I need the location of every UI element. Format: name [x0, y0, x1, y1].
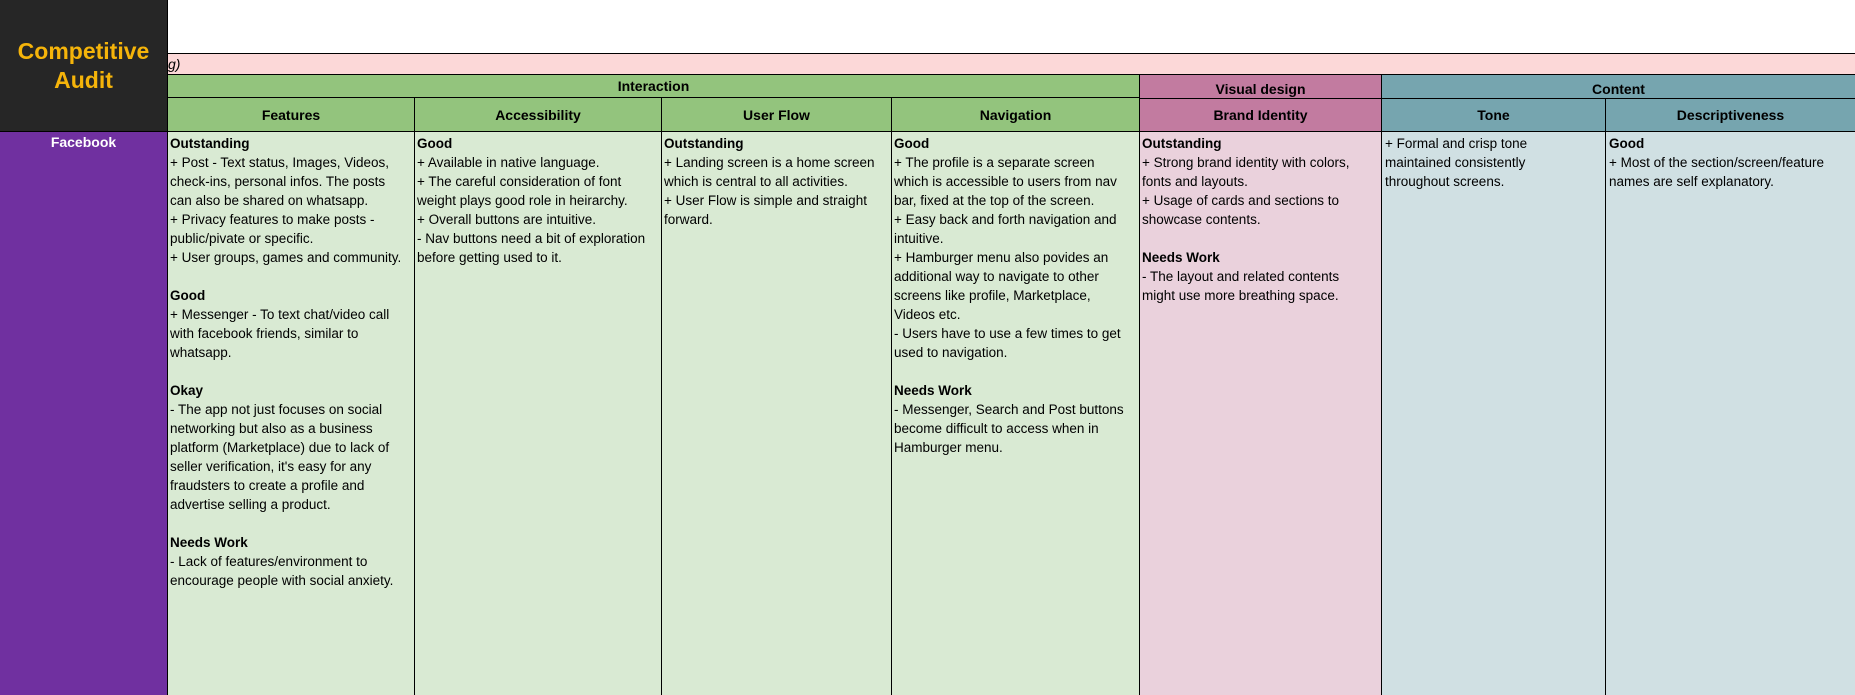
note-line: encourage people with social anxiety.	[170, 573, 394, 588]
rating-label: Needs Work	[1142, 250, 1220, 265]
note-line: - The layout and related contents	[1142, 269, 1340, 284]
rating-block	[170, 381, 412, 514]
note-line: might use more breathing space.	[1142, 288, 1339, 303]
group-header-interaction[interactable]: Interaction	[168, 75, 1140, 98]
note-line: whatsapp.	[170, 345, 232, 360]
note-line: can also be shared on whatsapp.	[170, 193, 369, 208]
note-line: platform (Marketplace) due to lack of	[170, 440, 390, 455]
rating-label: Good	[894, 136, 930, 151]
note-line: + Strong brand identity with colors,	[1142, 155, 1350, 170]
note-line: fraudsters to create a profile and	[170, 478, 365, 493]
note-line: + Usage of cards and sections to	[1142, 193, 1339, 208]
rating-block	[1142, 134, 1379, 229]
note-line: + Easy back and forth navigation and	[894, 212, 1117, 227]
note-line: + Available in native language.	[417, 155, 600, 170]
note-line: + Overall buttons are intuitive.	[417, 212, 596, 227]
note-line: with facebook friends, similar to	[170, 326, 359, 341]
rating-label: Outstanding	[170, 136, 250, 151]
cell-features[interactable]	[168, 132, 415, 695]
note-line: + Hamburger menu also povides an	[894, 250, 1109, 265]
sheet-title: Competitive Audit	[0, 0, 168, 132]
column-header-accessibility[interactable]: Accessibility	[415, 98, 662, 132]
note-line: + User Flow is simple and straight	[664, 193, 867, 208]
note-line: which is accessible to users from nav	[894, 174, 1117, 189]
note-line: intuitive.	[894, 231, 944, 246]
group-header-content[interactable]: Content	[1382, 75, 1855, 99]
note-line: Hamburger menu.	[894, 440, 1003, 455]
note-line: bar, fixed at the top of the screen.	[894, 193, 1095, 208]
note-line: showcase contents.	[1142, 212, 1261, 227]
note-line: forward.	[664, 212, 713, 227]
note-line: screens like profile, Marketplace,	[894, 288, 1091, 303]
column-header-navigation[interactable]: Navigation	[892, 98, 1140, 132]
notes-row[interactable]: g)	[168, 54, 1855, 75]
company-cell-facebook[interactable]: Facebook	[0, 132, 168, 695]
column-header-features[interactable]: Features	[168, 98, 415, 132]
rating-block	[894, 381, 1137, 457]
note-line: - Messenger, Search and Post buttons	[894, 402, 1124, 417]
note-line: + Messenger - To text chat/video call	[170, 307, 390, 322]
note-line: networking but also as a business	[170, 421, 373, 436]
note-line: + The profile is a separate screen	[894, 155, 1095, 170]
rating-block	[170, 533, 412, 590]
group-header-visual-design[interactable]: Visual design	[1140, 75, 1382, 99]
rating-block	[417, 134, 659, 267]
note-line: + User groups, games and community.	[170, 250, 402, 265]
rating-label: Needs Work	[894, 383, 972, 398]
column-header-tone[interactable]: Tone	[1382, 99, 1606, 132]
note-line: before getting used to it.	[417, 250, 562, 265]
rating-label: Outstanding	[1142, 136, 1222, 151]
note-line: - Users have to use a few times to get	[894, 326, 1121, 341]
rating-label: Okay	[170, 383, 204, 398]
rating-block	[1609, 134, 1853, 191]
note-line: weight plays good role in heirarchy.	[417, 193, 628, 208]
cell-tone[interactable]	[1382, 132, 1606, 695]
note-line: - Lack of features/environment to	[170, 554, 368, 569]
cell-brand-identity[interactable]	[1140, 132, 1382, 695]
column-header-brand-identity[interactable]: Brand Identity	[1140, 99, 1382, 132]
note-line: public/pivate or specific.	[170, 231, 314, 246]
note-line: become difficult to access when in	[894, 421, 1099, 436]
cell-user-flow[interactable]	[662, 132, 892, 695]
note-line: check-ins, personal infos. The posts	[170, 174, 386, 189]
cell-navigation[interactable]	[892, 132, 1140, 695]
blank-header-row[interactable]	[168, 0, 1855, 54]
note-line: names are self explanatory.	[1609, 174, 1774, 189]
note-line: throughout screens.	[1385, 174, 1505, 189]
cell-descriptiveness[interactable]	[1606, 132, 1855, 695]
note-line: additional way to navigate to other	[894, 269, 1099, 284]
rating-block	[664, 134, 889, 229]
rating-block	[170, 134, 412, 267]
column-header-descriptiveness[interactable]: Descriptiveness	[1606, 99, 1855, 132]
rating-block	[894, 134, 1137, 362]
note-line: which is central to all activities.	[664, 174, 848, 189]
note-line: + The careful consideration of font	[417, 174, 622, 189]
note-line: used to navigation.	[894, 345, 1008, 360]
note-line: advertise selling a product.	[170, 497, 331, 512]
rating-label: Good	[170, 288, 206, 303]
rating-label: Outstanding	[664, 136, 744, 151]
note-line: - The app not just focuses on social	[170, 402, 383, 417]
rating-label: Needs Work	[170, 535, 248, 550]
note-line: + Formal and crisp tone	[1385, 136, 1528, 151]
note-line: Videos etc.	[894, 307, 961, 322]
rating-block	[170, 286, 412, 362]
note-line: fonts and layouts.	[1142, 174, 1248, 189]
note-line: + Landing screen is a home screen	[664, 155, 875, 170]
note-line: seller verification, it's easy for any	[170, 459, 372, 474]
note-line: - Nav buttons need a bit of exploration	[417, 231, 646, 246]
column-header-user-flow[interactable]: User Flow	[662, 98, 892, 132]
rating-label: Good	[1609, 136, 1645, 151]
cell-accessibility[interactable]	[415, 132, 662, 695]
rating-block	[1142, 248, 1379, 305]
note-line: + Post - Text status, Images, Videos,	[170, 155, 389, 170]
note-line: + Most of the section/screen/feature	[1609, 155, 1824, 170]
rating-block	[1385, 134, 1603, 191]
rating-label: Good	[417, 136, 453, 151]
note-line: + Privacy features to make posts -	[170, 212, 375, 227]
note-line: maintained consistently	[1385, 155, 1526, 170]
